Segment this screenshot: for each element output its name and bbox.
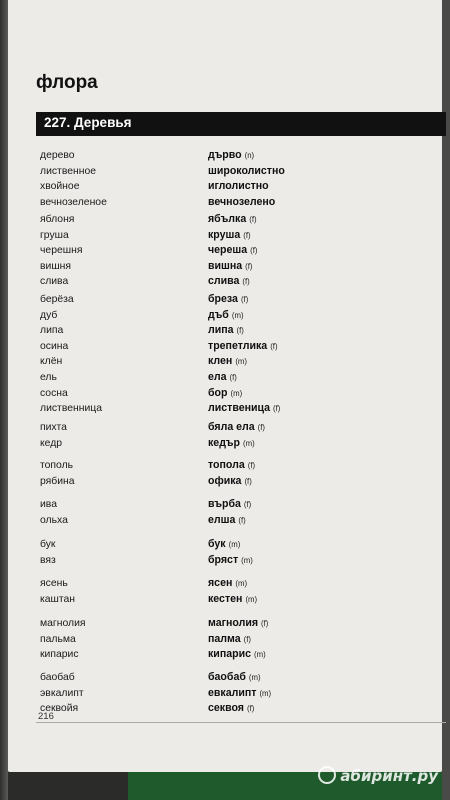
gender-marker: (n) [244,151,255,160]
ru-group [40,576,190,607]
gender-marker: (f) [247,461,256,470]
gender-marker: (f) [245,261,253,271]
russian-word: пихта [40,422,67,433]
bulgarian-word: бряст [208,553,239,566]
russian-word: дуб [40,309,58,321]
bulgarian-word: бор [208,386,228,399]
russian-word: лиственное [40,165,97,177]
gender-marker: (f) [229,373,237,382]
ru-group [40,458,190,489]
bulgarian-word: широколистно [208,164,285,177]
bulgarian-word: круша [208,228,241,241]
bulgarian-word: клен [208,355,233,368]
gender-marker: (f) [250,246,258,256]
cover-shadow [8,772,128,800]
bulgarian-word: палма [208,632,241,645]
bulgarian-entry [208,308,368,324]
russian-word: сосна [40,387,68,399]
ru-group [40,148,190,210]
russian-word: пальма [40,633,76,645]
topic-title: 227. Деревья [44,115,132,130]
bulgarian-entry [208,553,368,569]
bulgarian-word: ябълка [208,213,247,225]
footer-rule [36,722,446,723]
bulgarian-entry [208,436,368,452]
bg-group [208,148,368,210]
gender-marker: (m) [245,594,258,604]
bulgarian-entry [208,259,368,275]
gender-marker: (f) [243,230,251,240]
watermark [318,766,438,785]
gender-marker: (f) [249,215,257,224]
bulgarian-word: бук [208,538,226,550]
bulgarian-entry [208,179,368,195]
gender-marker: (m) [231,310,244,320]
russian-word: секвойя [40,703,79,715]
russian-word: кипарис [40,649,79,661]
bulgarian-word: дърво [208,149,242,161]
gender-marker: (f) [270,341,278,351]
bulgarian-word: череша [208,244,248,257]
gender-marker: (f) [273,404,281,414]
bulgarian-word: топола [208,459,245,471]
russian-word: тополь [40,460,74,471]
bulgarian-entry [208,513,368,529]
bulgarian-entry [208,148,368,164]
bg-group [208,576,368,607]
gender-marker: (f) [238,515,246,525]
bulgarian-entry [208,292,368,308]
bulgarian-entry [208,274,368,290]
bg-group [208,370,368,417]
russian-word: вишня [40,260,72,272]
russian-word: дерево [40,150,75,161]
ru-group [40,670,190,717]
gender-marker: (f) [236,326,244,336]
bulgarian-entry [208,323,368,339]
ru-group [40,420,190,451]
bulgarian-word: магнолия [208,617,259,629]
bulgarian-word: бяла ела [208,421,255,433]
bulgarian-word: офика [208,474,242,487]
russian-word: груша [40,229,69,241]
bulgarian-word: кестен [208,592,243,605]
topic-header-band [36,112,446,136]
bulgarian-entry [208,339,368,355]
bulgarian-word: дъб [208,308,229,321]
russian-word: ясень [40,578,68,589]
bulgarian-word: върба [208,498,241,510]
bulgarian-entry [208,474,368,490]
russian-word: баобаб [40,672,75,683]
bulgarian-word: елша [208,513,236,526]
russian-word: берёза [40,294,74,305]
russian-word: ива [40,499,57,510]
bulgarian-word: слива [208,275,240,288]
russian-word: вяз [40,554,56,566]
gender-marker: (m) [228,540,241,549]
bulgarian-entry [208,401,368,417]
gender-marker: (f) [244,476,252,486]
gender-marker: (m) [235,579,248,588]
russian-word: лиственница [40,403,103,415]
bulgarian-entry [208,537,368,553]
bulgarian-word: секвоя [208,702,244,715]
gender-marker: (m) [241,555,253,565]
bulgarian-entry [208,458,368,474]
book-gutter-shadow [0,0,8,800]
gender-marker: (f) [261,619,269,628]
russian-word: ольха [40,514,68,526]
book-page [8,0,442,772]
gender-marker: (f) [243,500,252,509]
gender-marker: (m) [259,688,272,698]
bulgarian-entry [208,616,368,632]
ru-group [40,212,190,290]
bulgarian-entry [208,497,368,513]
bulgarian-word: кедър [208,436,240,449]
gender-marker: (f) [246,704,255,714]
bulgarian-entry [208,354,368,370]
bulgarian-word: лиственица [208,402,271,415]
bulgarian-entry [208,576,368,592]
bulgarian-word: вечнозелено [208,195,276,208]
gender-marker: (m) [248,673,261,682]
bulgarian-word: вишна [208,259,243,272]
bg-group [208,670,368,717]
bulgarian-entry [208,632,368,648]
bg-group [208,537,368,568]
bulgarian-word: бреза [208,293,238,305]
bulgarian-word: евкалипт [208,686,257,699]
russian-word: яблоня [40,214,75,225]
bulgarian-word: ясен [208,577,233,589]
bulgarian-entry [208,592,368,608]
ru-group [40,292,190,370]
bulgarian-entry [208,670,368,686]
bulgarian-entry [208,686,368,702]
bg-group [208,616,368,663]
bulgarian-entry [208,164,368,180]
russian-word: магнолия [40,618,86,629]
ru-group [40,537,190,568]
watermark-logo-icon [318,766,336,784]
bg-group [208,292,368,370]
russian-word: бук [40,539,56,550]
bulgarian-word: кипарис [208,648,251,661]
bulgarian-entry [208,370,368,386]
gender-marker: (m) [253,650,266,660]
bulgarian-word: баобаб [208,671,246,683]
bg-group [208,497,368,528]
bulgarian-entry [208,386,368,402]
page-number: 216 [38,711,54,722]
gender-marker: (m) [235,357,248,367]
russian-word: кедр [40,437,63,449]
bulgarian-entry [208,420,368,436]
gender-marker: (f) [257,423,266,432]
russian-word: хвойное [40,181,80,193]
bulgarian-entry [208,243,368,259]
bg-group [208,420,368,451]
russian-word: липа [40,325,64,337]
bg-group [208,212,368,290]
russian-word: каштан [40,593,76,605]
bulgarian-word: липа [208,324,234,337]
russian-word: осина [40,340,69,352]
bulgarian-word: ела [208,371,227,383]
ru-group [40,370,190,417]
russian-word: ель [40,372,57,383]
russian-word: слива [40,276,69,288]
bulgarian-word: трепетлика [208,339,268,352]
gender-marker: (f) [240,295,249,304]
bulgarian-entry [208,647,368,663]
section-title: флора [36,72,98,93]
bulgarian-entry [208,701,368,717]
gender-marker: (f) [243,634,251,644]
gender-marker: (f) [242,277,250,287]
russian-word: клён [40,356,63,368]
gender-marker: (m) [230,388,243,398]
watermark-text: абиринт.ру [340,767,438,785]
russian-word: вечнозеленое [40,196,107,208]
bulgarian-entry [208,195,368,211]
bg-group [208,458,368,489]
russian-word: рябина [40,475,75,487]
russian-word: черешня [40,245,83,257]
bulgarian-entry [208,212,368,228]
ru-group [40,497,190,528]
russian-word: эвкалипт [40,687,84,699]
gender-marker: (m) [242,438,255,448]
ru-group [40,616,190,663]
bulgarian-entry [208,228,368,244]
bulgarian-word: иглолистно [208,180,269,193]
